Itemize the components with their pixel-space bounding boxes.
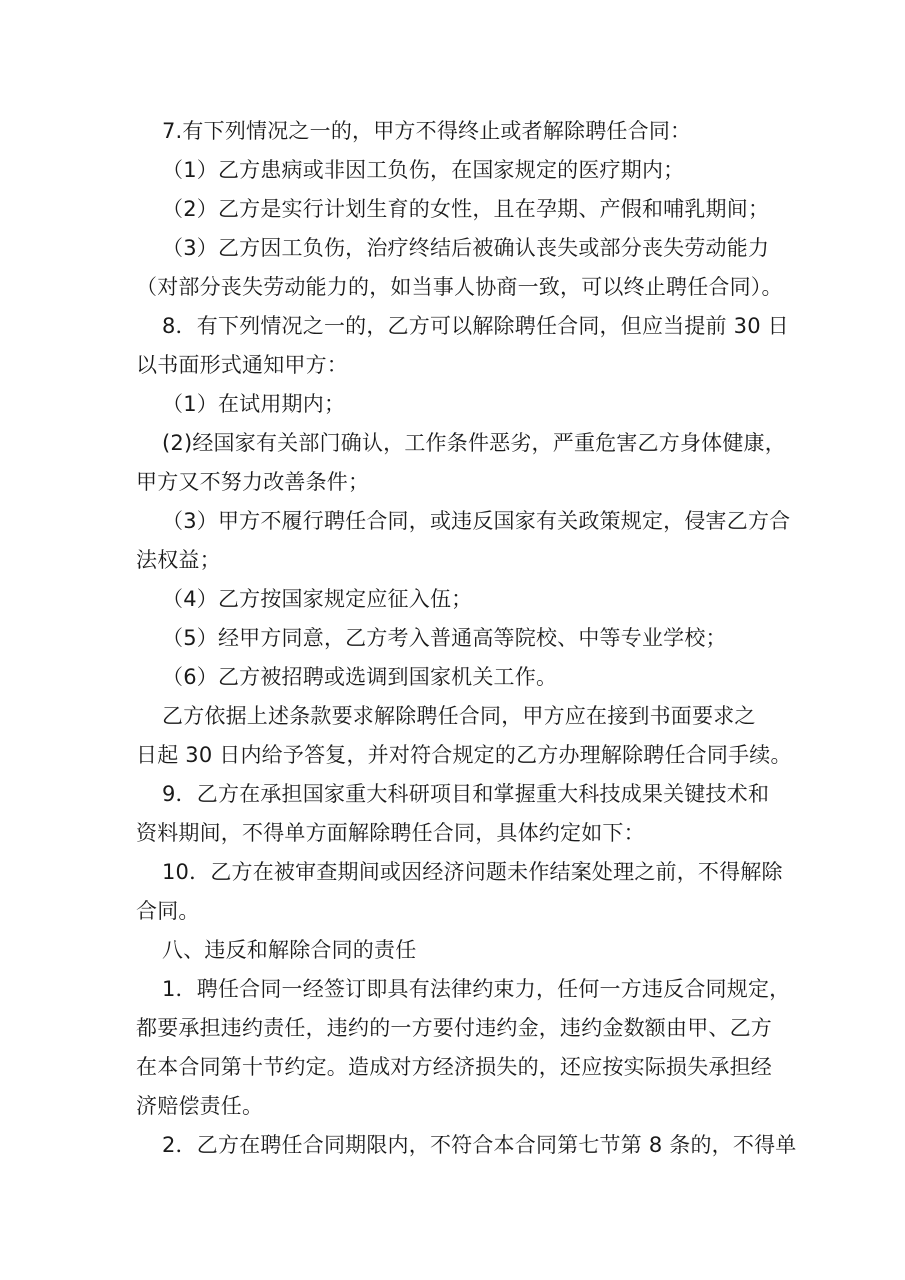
clause-8-item-3: （3）甲方不履行聘任合同，或违反国家有关政策规定，侵害乙方合 [162, 509, 791, 533]
section-8-heading: 八、违反和解除合同的责任 [162, 938, 417, 962]
clause-9: 9．乙方在承担国家重大科研项目和掌握重大科技成果关键技术和 [162, 782, 770, 806]
clause-8-item-2-cont: 甲方又不努力改善条件； [136, 470, 370, 494]
clause-7-heading: 7.有下列情况之一的，甲方不得终止或者解除聘任合同： [162, 119, 692, 143]
clause-10: 10．乙方在被审查期间或因经济问题未作结案处理之前，不得解除 [162, 860, 783, 884]
clause-10-cont: 合同。 [136, 899, 200, 923]
clause-7-item-3: （3）乙方因工负伤，治疗终结后被确认丧失或部分丧失劳动能力 [162, 236, 770, 260]
document-text [136, 112, 797, 1165]
clause-8-heading: 8．有下列情况之一的，乙方可以解除聘任合同，但应当提前 30 日 [162, 314, 789, 338]
clause-8-item-5: （5）经甲方同意，乙方考入普通高等院校、中等专业学校； [162, 626, 727, 650]
clause-8-item-1: （1）在试用期内； [162, 392, 346, 416]
clause-8-item-3-cont: 法权益； [136, 548, 221, 572]
section-8-clause-2: 2．乙方在聘任合同期限内，不符合本合同第七节第 8 条的，不得单 [162, 1133, 797, 1157]
clause-8-heading-cont: 以书面形式通知甲方： [136, 353, 348, 377]
clause-8-item-2: (2)经国家有关部门确认，工作条件恶劣，严重危害乙方身体健康， [162, 431, 786, 455]
clause-8-item-6: （6）乙方被招聘或选调到国家机关工作。 [162, 665, 558, 689]
clause-8-note: 乙方依据上述条款要求解除聘任合同，甲方应在接到书面要求之 [162, 704, 756, 728]
clause-8-note-cont: 日起 30 日内给予答复，并对符合规定的乙方办理解除聘任合同手续。 [136, 743, 792, 767]
section-8-clause-1-cont-1: 都要承担违约责任，违约的一方要付违约金，违约金数额由甲、乙方 [136, 1016, 772, 1040]
clause-8-item-4: （4）乙方按国家规定应征入伍； [162, 587, 473, 611]
section-8-clause-1-cont-3: 济赔偿责任。 [136, 1094, 264, 1118]
clause-7-item-3-cont: （对部分丧失劳动能力的，如当事人协商一致，可以终止聘任合同）。 [136, 275, 783, 299]
clause-9-cont: 资料期间，不得单方面解除聘任合同，具体约定如下： [136, 821, 645, 845]
section-8-clause-1: 1．聘任合同一经签订即具有法律约束力，任何一方违反合同规定， [162, 977, 791, 1001]
clause-7-item-1: （1）乙方患病或非因工负伤，在国家规定的医疗期内； [162, 158, 685, 182]
clause-7-item-2: （2）乙方是实行计划生育的女性，且在孕期、产假和哺乳期间； [162, 197, 770, 221]
section-8-clause-1-cont-2: 在本合同第十节约定。造成对方经济损失的，还应按实际损失承担经 [136, 1055, 772, 1079]
